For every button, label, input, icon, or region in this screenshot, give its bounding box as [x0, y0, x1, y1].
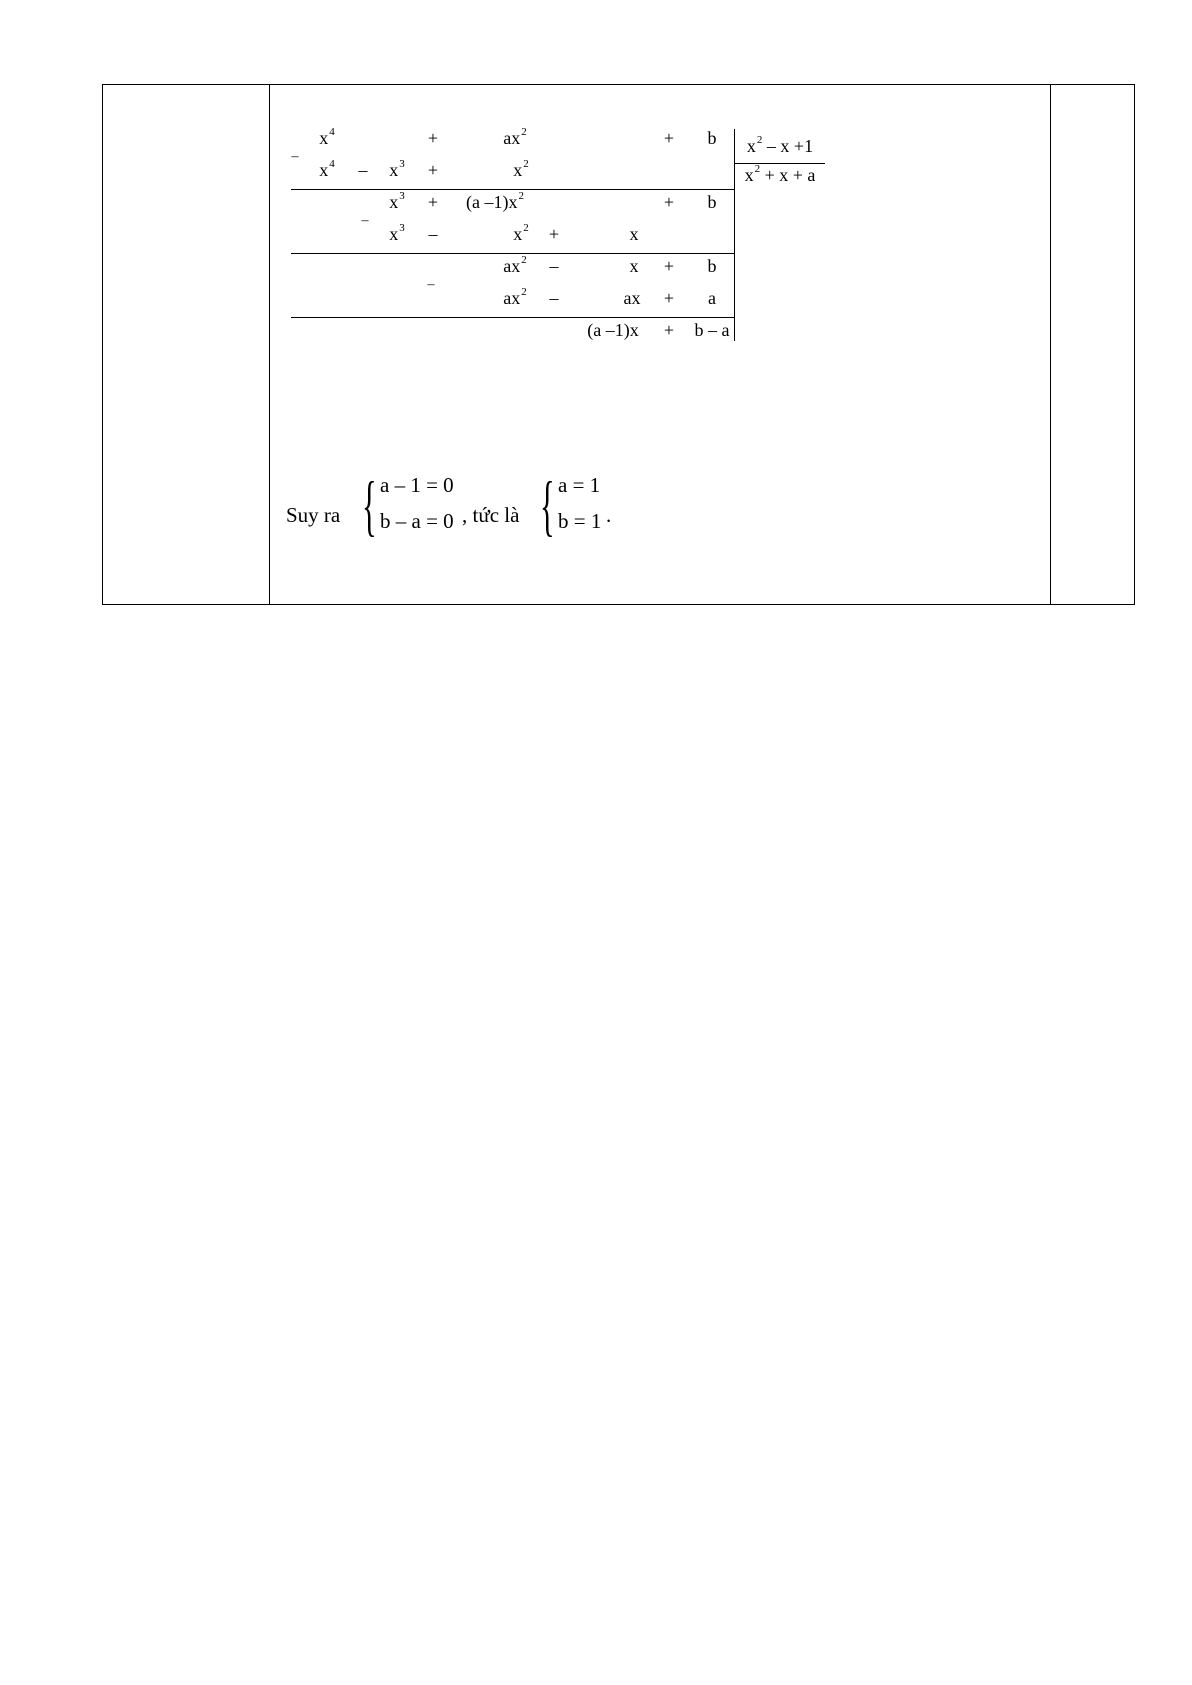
step2-op-minus: –: [428, 224, 438, 244]
conclusion-period: .: [606, 503, 612, 527]
rem2-term-x: x: [629, 256, 639, 276]
quotient: $x^2 + x + a$: [744, 163, 816, 185]
step1-op-plus: +: [427, 160, 439, 180]
dividend-term-x4: $x^4$: [319, 126, 335, 148]
step1-term-x2: $x^2$: [513, 158, 529, 180]
rem1-term-a-1-x2: (a $-1)x^2$: [466, 190, 524, 212]
step3-op-minus: –: [549, 288, 559, 308]
step1-term-x3: $x^3$: [389, 158, 405, 180]
rem2-op-minus: –: [549, 256, 559, 276]
solution-table: [102, 84, 1135, 605]
division-bracket-horizontal: [735, 163, 825, 164]
rem2-term-ax2: $ax^2$: [503, 254, 527, 276]
step1-term-x4: $x^4$: [319, 158, 335, 180]
step3-term-a: a: [708, 288, 716, 308]
subtract-sign-2: –: [361, 213, 369, 228]
step1-op-minus: –: [358, 160, 368, 180]
conclusion-connector: , tức là: [462, 503, 520, 527]
dividend-term-b: b: [707, 128, 717, 148]
rem2-op-plus: +: [663, 256, 675, 276]
dividend-term-ax2: $ax^2$: [503, 126, 527, 148]
rem2-term-b: b: [707, 256, 717, 276]
rem1-term-b: b: [707, 192, 717, 212]
step2-term-x: x: [629, 224, 639, 244]
conclusion-line: [286, 467, 886, 553]
subtraction-rule-1: [291, 189, 734, 190]
system2-eq2: b = 1: [558, 509, 602, 533]
dividend-op-plus: +: [427, 128, 439, 148]
system1-eq1: a – 1 = 0: [380, 473, 454, 497]
step3-term-ax: ax: [623, 288, 641, 308]
divisor: $x^2 - x +1$: [746, 134, 814, 156]
step3-term-ax2: $ax^2$: [503, 286, 527, 308]
system1-eq2: b – a = 0: [380, 509, 454, 533]
remainder-op-plus: +: [663, 320, 675, 340]
rem1-op-plus-2: +: [663, 192, 675, 212]
remainder-term-b-a: b – a: [694, 320, 730, 340]
dividend-op-plus-2: +: [663, 128, 675, 148]
rem1-op-plus: +: [427, 192, 439, 212]
conclusion-lead: Suy ra: [286, 503, 341, 527]
step2-op-plus: +: [548, 224, 560, 244]
rem1-term-x3: $x^3$: [389, 190, 405, 212]
subtract-sign-1: –: [291, 149, 299, 164]
step2-term-x2: $x^2$: [513, 222, 529, 244]
system2-eq1: a = 1: [558, 473, 601, 497]
system-brace-2: {: [540, 467, 555, 543]
subtract-sign-3: –: [427, 277, 435, 292]
subtraction-rule-3: [291, 317, 734, 318]
remainder-term-a-1-x: (a –1)x: [587, 320, 639, 340]
system-brace-1: {: [362, 467, 377, 543]
division-bracket-vertical: [734, 129, 735, 341]
step3-op-plus: +: [663, 288, 675, 308]
step2-term-x3: $x^3$: [389, 222, 405, 244]
subtraction-rule-2: [291, 253, 734, 254]
